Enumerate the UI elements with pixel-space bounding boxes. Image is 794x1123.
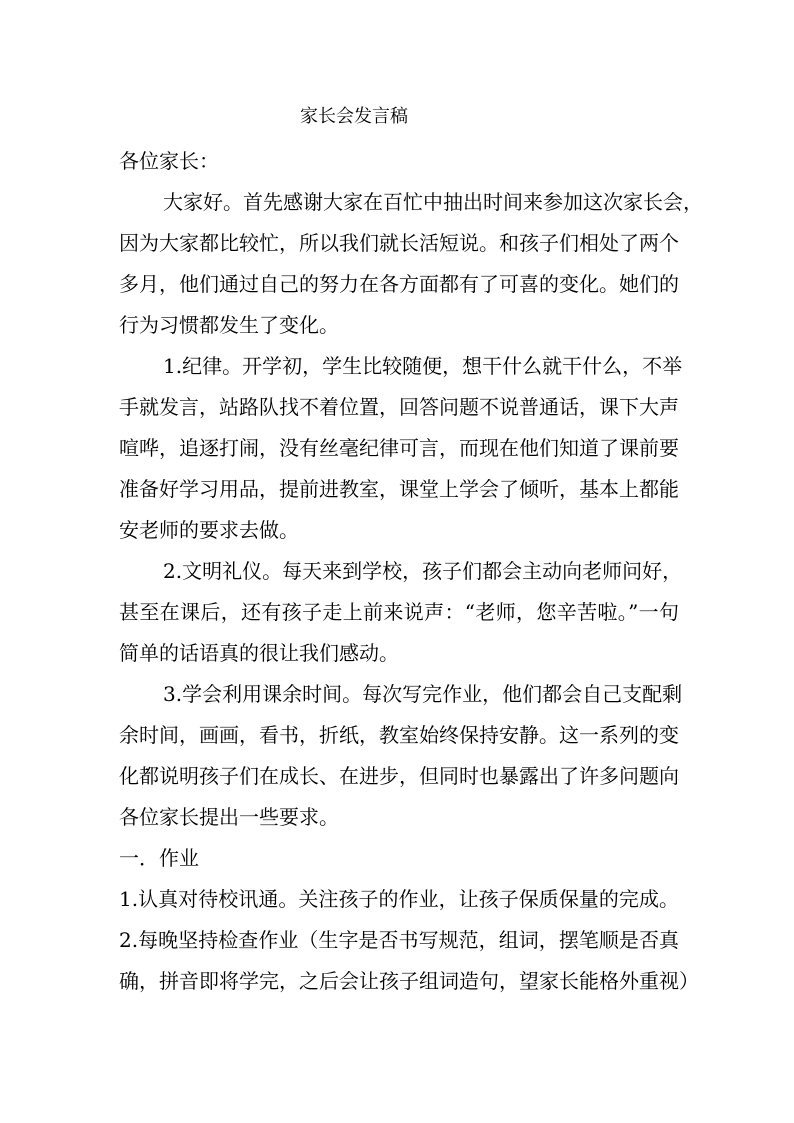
- paragraph-line: 多月，他们通过自己的努力在各方面都有了可喜的变化。她们的: [119, 272, 679, 296]
- paragraph-line: 1.纪律。开学初，学生比较随便，想干什么就干什么，不举: [163, 354, 683, 378]
- paragraph-line: 2.文明礼仪。每天来到学校，孩子们都会主动向老师问好，: [163, 559, 683, 583]
- paragraph-line: 喧哗，追逐打闹，没有丝毫纪律可言，而现在他们知道了课前要: [119, 436, 679, 460]
- paragraph-line: 余时间，画画，看书，折纸，教室始终保持安静。这一系列的变: [119, 723, 679, 747]
- paragraph-line: 手就发言，站路队找不着位置，回答问题不说普通话，课下大声: [119, 395, 679, 419]
- paragraph-line: 化都说明孩子们在成长、在进步，但同时也暴露出了许多问题向: [119, 764, 679, 788]
- paragraph-line: 各位家长提出一些要求。: [119, 805, 339, 829]
- paragraph-line: 准备好学习用品，提前进教室，课堂上学会了倾听，基本上都能: [119, 477, 679, 501]
- list-item: 1.认真对待校讯通。关注孩子的作业，让孩子保质保量的完成。: [119, 887, 679, 911]
- salutation: 各位家长：: [119, 149, 219, 173]
- paragraph-line: 简单的话语真的很让我们感动。: [119, 641, 399, 665]
- paragraph-line: 安老师的要求去做。: [119, 518, 299, 542]
- paragraph-line: 3.学会利用课余时间。每次写完作业，他们都会自己支配剩: [163, 682, 683, 706]
- paragraph-line: 行为习惯都发生了变化。: [119, 313, 339, 337]
- list-item: 2.每晚坚持检查作业（生字是否书写规范，组词，摆笔顺是否真: [119, 928, 679, 952]
- section-heading: 一．作业: [119, 846, 199, 870]
- paragraph-line: 因为大家都比较忙，所以我们就长活短说。和孩子们相处了两个: [119, 231, 679, 255]
- paragraph-line: 大家好。首先感谢大家在百忙中抽出时间来参加这次家长会，: [163, 190, 703, 214]
- document-title: 家长会发言稿: [300, 106, 408, 127]
- list-item: 确，拼音即将学完，之后会让孩子组词造句，望家长能格外重视）: [119, 969, 699, 993]
- paragraph-line: 甚至在课后，还有孩子走上前来说声：“老师，您辛苦啦。”一句: [119, 600, 679, 624]
